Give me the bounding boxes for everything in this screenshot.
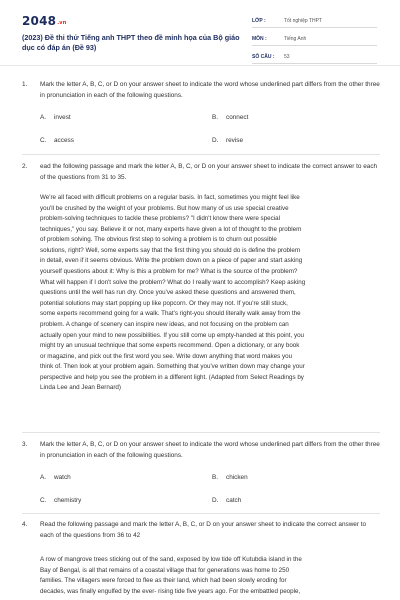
question-1 <box>22 80 382 144</box>
option-a[interactable] <box>40 473 190 484</box>
option-text: chemistry <box>54 497 82 504</box>
question-3 <box>22 440 382 504</box>
question-divider <box>22 154 380 155</box>
passage-line: problem. A change of scenery can inspire new ideas, and not focusing on the problem can <box>40 320 289 328</box>
question-divider <box>22 432 380 433</box>
option-text: chicken <box>226 474 248 481</box>
option-b[interactable] <box>212 113 362 124</box>
passage-line: some experts recommend going for a walk. That's right-you should literally walk away from the <box>40 310 301 318</box>
passage-line: questions until the well has run dry. Once you've asked these questions and answered them, <box>40 289 296 297</box>
question-text: Mark the letter A, B, C, or D on your answer sheet to indicate the word whose underlined part differs from the other three in pronunciation in each of the following questions. <box>40 81 380 99</box>
passage-line: of problem solving. The obvious first step to solving a problem is to churn out possible <box>40 236 277 244</box>
meta-key: LỚP : <box>252 18 266 24</box>
logo-suffix: .vn <box>57 20 67 26</box>
question-number: 2. <box>22 163 28 170</box>
question-number: 4. <box>22 521 28 528</box>
option-c[interactable] <box>40 496 190 507</box>
meta-class-row <box>252 16 377 28</box>
passage-line: problem-solving techniques to tackle these problems? "I didn't know there were special <box>40 215 280 223</box>
passage-line: or magazine, and pick out the first word you see. Write down anything that word makes you <box>40 352 293 360</box>
passage-line: yourself questions about it: Why is this a problem for me? What is the source of the problem? <box>40 268 298 276</box>
question-4 <box>22 520 382 541</box>
option-text: catch <box>226 497 242 504</box>
option-key: B. <box>212 114 219 121</box>
option-d[interactable] <box>212 496 362 507</box>
option-key: A. <box>40 474 47 481</box>
question-number: 1. <box>22 81 28 88</box>
passage-line: A row of mangrove trees sticking out of the sand, exposed by low tide off Kutubdia island in the <box>40 556 302 563</box>
meta-value: Tiếng Anh <box>284 36 307 42</box>
logo-text: 2048 <box>22 14 57 28</box>
meta-key: MÔN : <box>252 36 267 42</box>
reading-passage <box>40 193 381 394</box>
document-meta <box>252 16 377 70</box>
meta-value: 53 <box>284 54 290 60</box>
option-text: access <box>54 137 74 144</box>
option-a[interactable] <box>40 113 190 124</box>
option-c[interactable] <box>40 136 190 147</box>
site-logo[interactable] <box>22 14 67 28</box>
option-text: revise <box>226 137 244 144</box>
question-2 <box>22 162 382 183</box>
question-text: Mark the letter A, B, C, or D on your answer sheet to indicate the word whose underlined part differs from the other three in pronunciation in each of the following questions. <box>40 441 380 459</box>
passage-line: you'll be crushed by the weight of your problems. But how many of us use special creative <box>40 204 289 212</box>
passage-line: techniques," you say. Believe it or not, many experts have given a lot of thought to the problem <box>40 225 302 233</box>
passage-line: decades, was finally engulfed by the ever- rising tide five years ago. For the embattled people, <box>40 587 301 595</box>
passage-line: in detail, even if it seems obvious. Write the problem down on a piece of paper and start asking <box>40 257 303 265</box>
passage-line: Linda Lee and Jean Bernard) <box>40 384 121 392</box>
option-key: C. <box>40 497 47 504</box>
option-text: invest <box>54 114 71 121</box>
question-divider <box>22 513 380 514</box>
option-text: watch <box>54 474 71 481</box>
option-key: A. <box>40 114 47 121</box>
question-text: Read the following passage and mark the letter A, B, C, or D on your answer sheet to indicate the correct answer to each of the questions from 36 to 42 <box>40 521 367 539</box>
option-d[interactable] <box>212 136 362 147</box>
meta-count-row <box>252 52 377 64</box>
passage-line: perspective and help you see the problem in a different light. (Adapted from Select Readings by <box>40 373 304 381</box>
passage-line: solutions, right? Well, some experts say that the first thing you should do is define the problem <box>40 246 301 254</box>
passage-line: families. The villagers were forced to flee as their land, which had been slowly eroding for <box>40 577 287 585</box>
passage-line: Bay of Bengal, is all that remains of a coastal village that for generations was home to 250 <box>40 566 290 574</box>
meta-value: Tốt nghiệp THPT <box>284 18 322 24</box>
option-key: C. <box>40 137 47 144</box>
option-key: D. <box>212 137 219 144</box>
passage-line: What will happen if I don't solve the problem? What do I really want to accomplish? Keep asking <box>40 278 306 286</box>
meta-key: SỐ CÂU : <box>252 54 275 60</box>
page-header <box>0 0 400 66</box>
passage-line: might try an unusual technique that some experts recommend. Open a dictionary, or any book <box>40 342 300 350</box>
passage-line: actually open your mind to new possibilities. If you still come up empty-handed at this point, you <box>40 331 305 339</box>
question-text: ead the following passage and mark the letter A, B, C, or D on your answer sheet to indicate the correct answer to each of the questions from 31 to 35. <box>40 163 378 181</box>
document-title: (2023) Đề thi thử Tiếng anh THPT theo đề minh họa của Bộ giáo dục có đáp án (Đề 93) <box>22 33 240 52</box>
question-number: 3. <box>22 441 28 448</box>
meta-subject-row <box>252 34 377 46</box>
passage-line: We're all faced with difficult problems on a regular basis. In fact, sometimes you might feel like <box>40 194 300 201</box>
option-key: B. <box>212 474 219 481</box>
passage-line: potential solutions may start popping up like popcorn. Or they may not. If you're still stuck, <box>40 299 288 307</box>
passage-line: think of. Then look at your problem again. Something that you've written down may change your <box>40 363 305 371</box>
reading-passage <box>40 555 381 597</box>
option-key: D. <box>212 497 219 504</box>
option-b[interactable] <box>212 473 362 484</box>
option-text: connect <box>226 114 249 121</box>
